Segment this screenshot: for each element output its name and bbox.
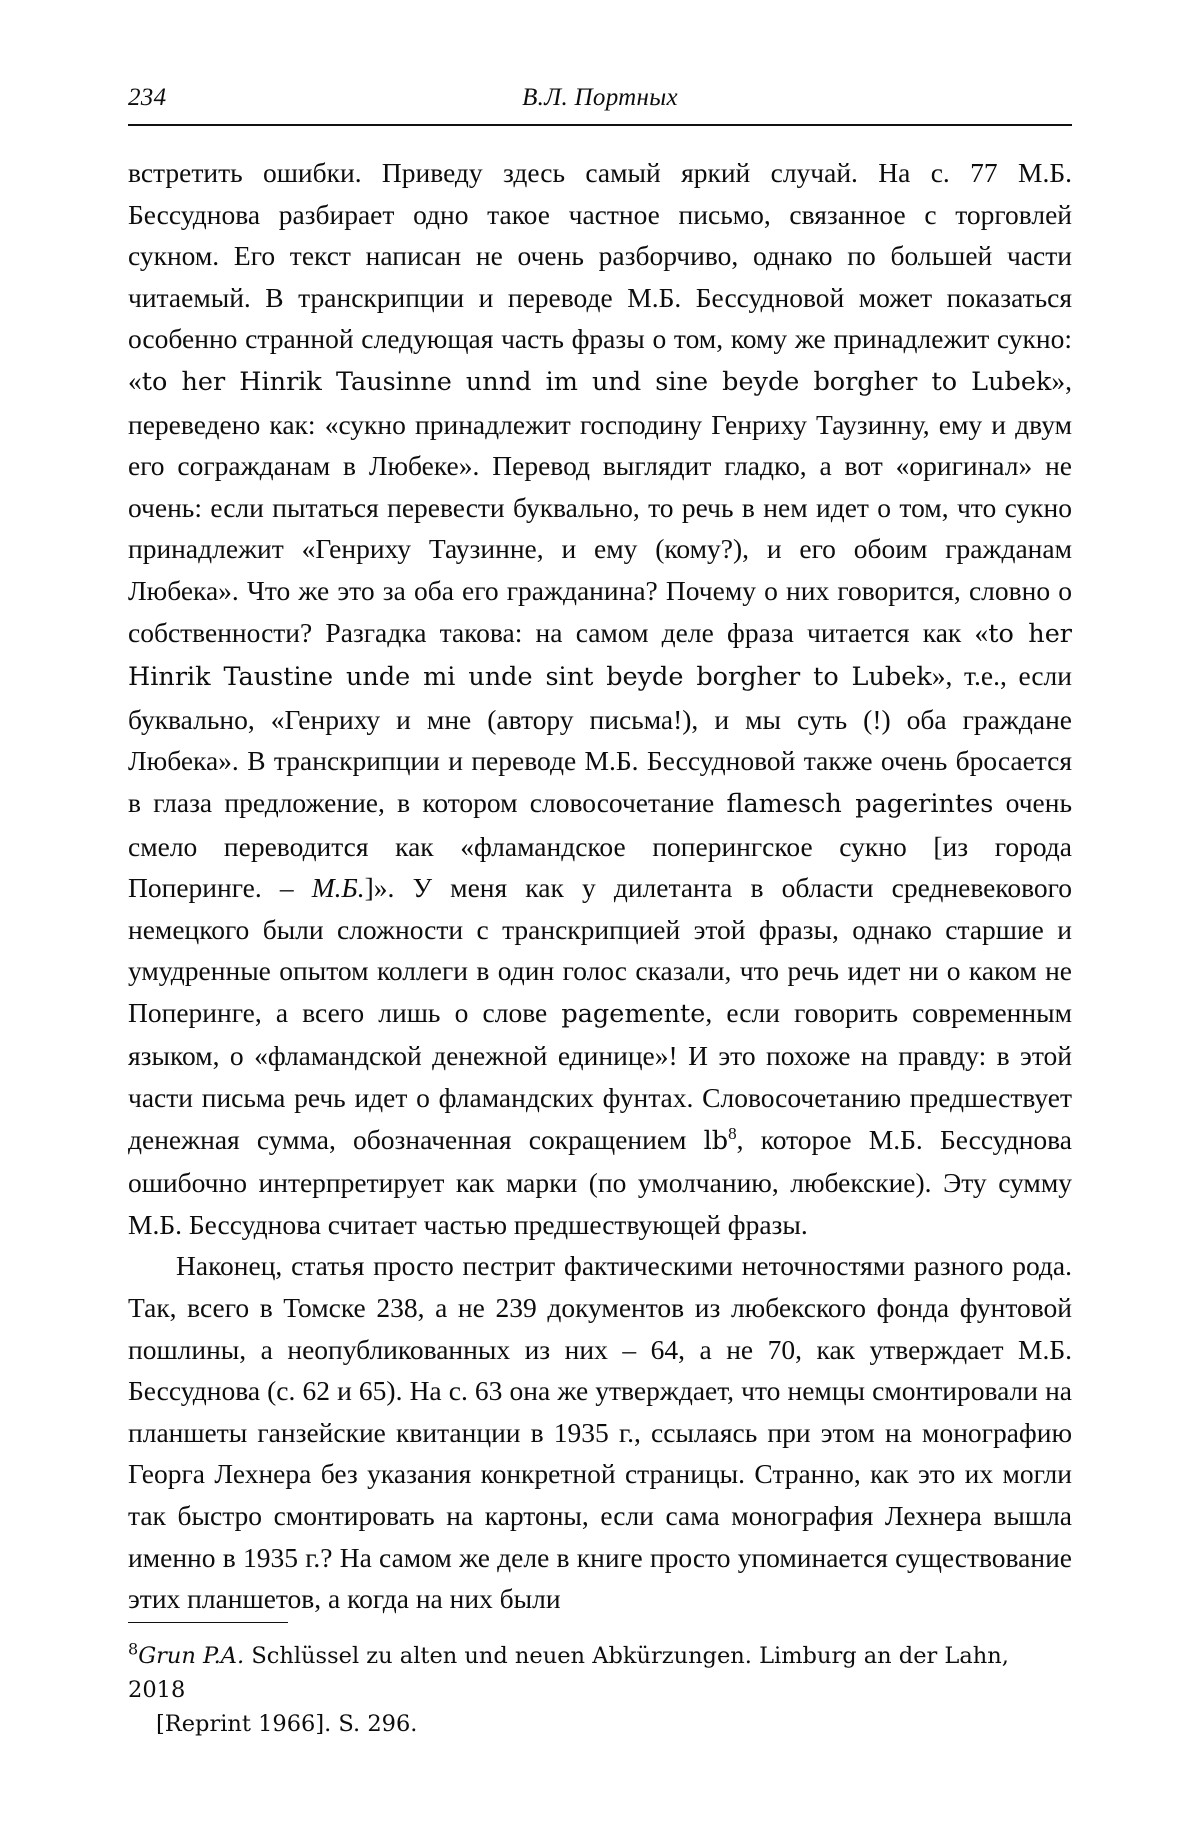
running-head-author: В.Л. Портных	[522, 84, 678, 111]
para1-latin-quote-2: to her Hinrik Taustine unde mi unde sint beyde borgher to Lubek	[128, 618, 1072, 693]
page-number: 234	[128, 84, 167, 111]
para1-latin-term-1: flamesch pagerintes	[726, 788, 994, 819]
footnote-divider	[128, 1622, 288, 1623]
para1-part7: , которое М.Б. Бессуднова ошибочно интерпретирует как марки (по умолчанию, любекские). Эту сумму М.Б. Бессуднова считает частью предшествующей фразы.	[128, 1123, 1072, 1240]
para1-part4: очень смело переводится как «фламандское поперингское сукно [из города Поперинге. –	[128, 786, 1072, 904]
para1-abbreviation: lb	[703, 1125, 729, 1156]
footnote-8	[128, 1639, 1072, 1741]
paragraph-2: Наконец, статья просто пестрит фактическими неточностями разного рода. Так, всего в Томске 238, а не 239 документов из любекского фонда фунтовой пошлины, а неопубликованных из них – 64, а не 70, как утверждает М.Б. Бессуднова (с. 62 и 65). На с. 63 она же утверждает, что немцы смонтировали на планшеты ганзейские квитанции в 1935 г., ссылаясь при этом на монографию Георга Лехнера без указания конкретной страницы. Странно, как это их могли так быстро смонтировать на картоны, если сама монография Лехнера вышла именно в 1935 г.? На самом же деле в книге просто упоминается существование этих планшетов, а когда на них были	[128, 1250, 1072, 1615]
header-divider	[128, 124, 1072, 126]
page-content	[128, 84, 1072, 1620]
footnote-reference-8[interactable]: 8	[728, 1123, 737, 1143]
para1-part2: », переведено как: «сукно принадлежит господину Генриху Таузинну, ему и двум его согражданам в Любеке». Перевод выглядит гладко, а вот «оригинал» не очень: если пытаться перевести буквально, то речь в нем идет о том, что сукно принадлежит «Генриху Таузинне, и ему (кому?), и его обоим гражданам Любека». Что же это за оба его гражданина? Почему о них говорится, словно о собственности? Разгадка такова: на самом деле фраза читается как «	[128, 364, 1072, 648]
para1-part6: , если говорить современным языком, о «фламандской денежной единице»! И это похоже на правду: в этой части письма речь идет о фламандских фунтах. Словосочетанию предшествует денежная сумма, обозначенная сокращением	[128, 996, 1072, 1155]
paragraph-continuation	[128, 152, 1072, 1245]
para1-part3: », т.е., если буквально, «Генриху и мне (автору письма!), и мы суть (!) оба граждане Любека». В транскрипции и переводе М.Б. Бессудновой также очень бросается в глаза предложение, в котором словосочетание	[128, 660, 1072, 818]
para1-latin-quote-1: to her Hinrik Tausinne unnd im und sine beyde borgher to Lubek	[141, 366, 1052, 397]
para1-part5: ]». У меня как у дилетанта в области средневекового немецкого были сложности с транскрипцией этой фразы, однако старшие и умудренные опытом коллеги в один голос сказали, что речь идет ни о каком не Поперинге, а всего лишь о слове	[128, 872, 1072, 1028]
running-head	[128, 84, 1072, 122]
body-text	[128, 152, 1072, 1620]
para1-part1: встретить ошибки. Приведу здесь самый яркий случай. На с. 77 М.Б. Бессуднова разбирает одно такое частное письмо, связанное с торговлей сукном. Его текст написан не очень разборчиво, однако по большей части читаемый. В транскрипции и переводе М.Б. Бессудновой может показаться особенно странной следующая часть фразы о том, кому же принадлежит сукно: «	[128, 157, 1072, 396]
footnote-author: Grun P.A.	[138, 1643, 245, 1669]
footnote-number: 8	[128, 1639, 139, 1659]
para1-editor-initials: М.Б.	[311, 872, 365, 904]
footnote-area	[128, 1622, 1072, 1741]
footnote-text: Schlüssel zu alten und neuen Abkürzungen. Limburg an der Lahn, 2018	[128, 1643, 1009, 1703]
para1-latin-term-2: pagemente	[561, 998, 706, 1029]
footnote-continuation: [Reprint 1966]. S. 296.	[156, 1711, 418, 1737]
